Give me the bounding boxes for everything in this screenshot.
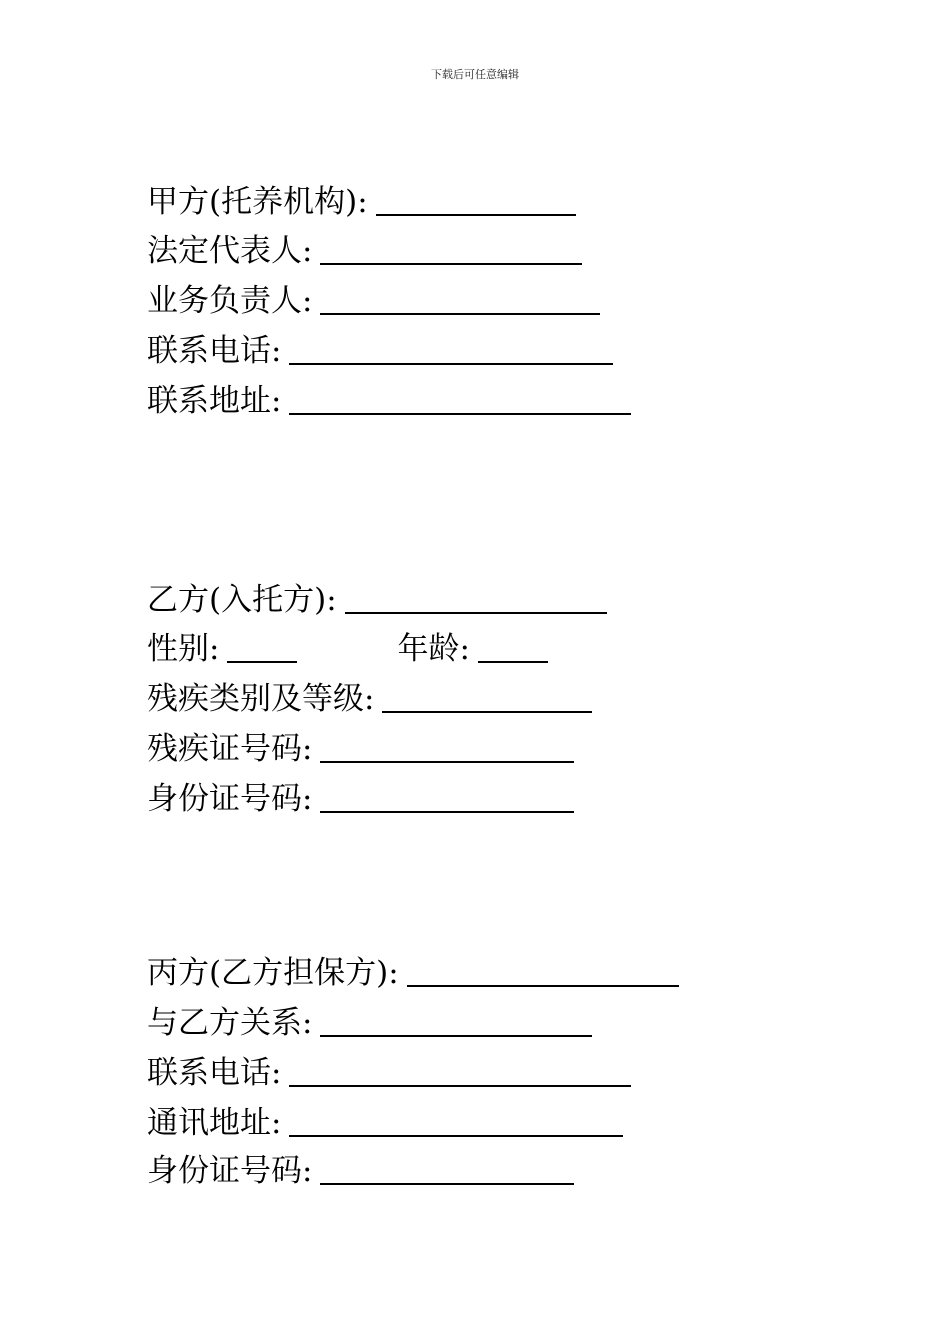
party-a-address-label: 联系地址: — [147, 383, 282, 419]
party-c-id-field[interactable] — [320, 1183, 574, 1185]
party-c-relation-label: 与乙方关系: — [147, 1005, 313, 1041]
party-a-phone-label: 联系电话: — [147, 333, 282, 369]
party-b-age-label: 年龄: — [397, 631, 470, 667]
party-c-address-field[interactable] — [289, 1135, 623, 1137]
party-a-manager-label: 业务负责人: — [147, 283, 313, 319]
party-b-disability-cert-field[interactable] — [320, 761, 574, 763]
party-b-name-field[interactable] — [345, 612, 607, 614]
party-b-disability-type-label: 残疾类别及等级: — [147, 681, 375, 717]
party-b-id-row — [147, 777, 574, 817]
party-a-address-row — [147, 379, 631, 419]
party-a-manager-row — [147, 279, 600, 319]
party-a-rep-row — [147, 229, 582, 269]
party-c-phone-label: 联系电话: — [147, 1055, 282, 1091]
party-a-phone-field[interactable] — [289, 363, 613, 365]
party-b-name-label: 乙方(入托方): — [147, 582, 337, 618]
party-b-id-field[interactable] — [320, 811, 574, 813]
party-a-manager-field[interactable] — [320, 313, 600, 315]
party-b-disability-type-field[interactable] — [382, 711, 592, 713]
party-c-address-label: 通讯地址: — [147, 1105, 282, 1141]
party-c-name-field[interactable] — [407, 985, 679, 987]
party-c-name-row — [147, 951, 679, 991]
party-b-age-field[interactable] — [478, 661, 548, 663]
party-b-name-row — [147, 578, 607, 618]
party-b-gender-field[interactable] — [227, 661, 297, 663]
party-a-address-field[interactable] — [289, 413, 631, 415]
party-c-name-label: 丙方(乙方担保方): — [147, 955, 399, 991]
page-header-note: 下载后可任意编辑 — [431, 68, 519, 81]
party-a-name-label: 甲方(托养机构): — [147, 184, 368, 220]
party-b-disability-cert-label: 残疾证号码: — [147, 731, 313, 767]
party-a-phone-row — [147, 329, 613, 369]
party-c-id-row — [147, 1149, 574, 1189]
party-b-disability-type-row — [147, 677, 592, 717]
party-a-rep-field[interactable] — [320, 263, 582, 265]
party-b-disability-cert-row — [147, 727, 574, 767]
party-c-phone-field[interactable] — [289, 1085, 631, 1087]
party-a-rep-label: 法定代表人: — [147, 233, 313, 269]
party-b-gender-age-row — [147, 627, 548, 667]
party-c-phone-row — [147, 1051, 631, 1091]
party-b-gender-label: 性别: — [147, 631, 220, 667]
party-a-name-field[interactable] — [376, 214, 576, 216]
party-c-address-row — [147, 1101, 623, 1141]
party-a-name-row — [147, 180, 576, 220]
party-c-relation-field[interactable] — [320, 1035, 592, 1037]
party-c-relation-row — [147, 1001, 592, 1041]
party-b-id-label: 身份证号码: — [147, 781, 313, 817]
party-c-id-label: 身份证号码: — [147, 1153, 313, 1189]
